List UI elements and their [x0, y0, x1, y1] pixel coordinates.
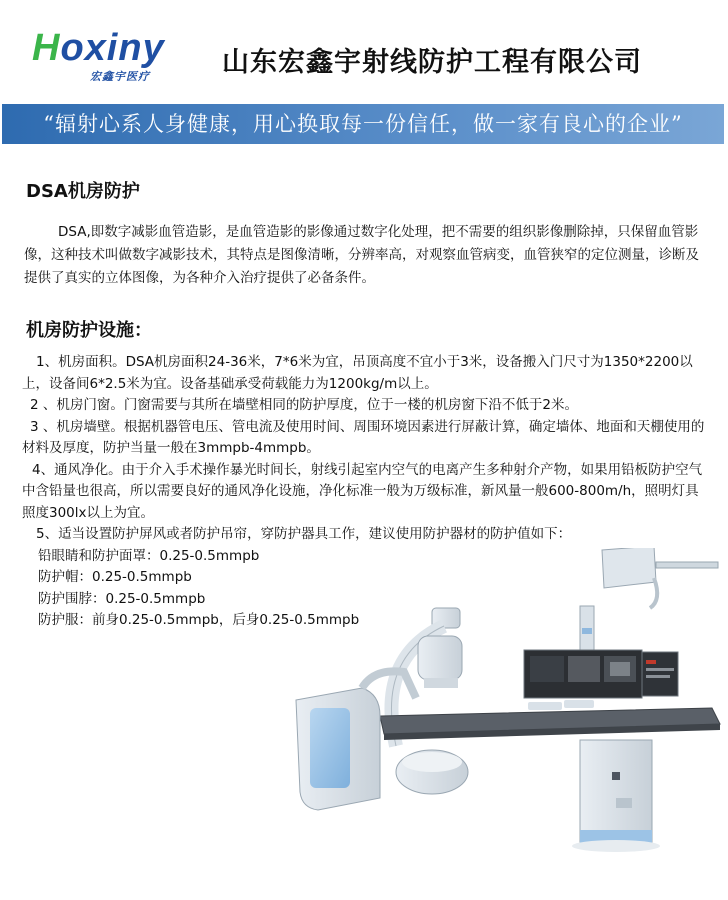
slogan-text: “辐射心系人身健康，用心换取每一份信任，做一家有良心的企业”	[43, 112, 683, 136]
list-item: 防护帽：0.25-0.5mmpb	[38, 569, 192, 585]
list-item: 3 、机房墙壁。根据机器管电压、管电流及使用时间、周围环境因素进行屏蔽计算，确定墙体、地面和天棚使用的材料及厚度，防护当量一般在3mmpb-4mmpb。	[22, 418, 705, 456]
company-name: 山东宏鑫宇射线防护工程有限公司	[222, 47, 642, 78]
header	[0, 0, 728, 100]
section-title-dsa: DSA机房防护	[26, 181, 140, 202]
intro-paragraph	[24, 221, 708, 290]
list-item: 2 、机房门窗。门窗需要与其所在墙壁相同的防护厚度，位于一楼的机房窗下沿不低于2米。	[30, 397, 578, 413]
intro-text: DSA,即数字减影血管造影，是血管造影的影像通过数字化处理，把不需要的组织影像删除掉，只保留血管影像，这种技术叫做数字减影技术，其特点是图像清晰，分辨率高，对观察血管病变，血管狭窄的定位测量，诊断及提供了真实的立体图像，为各种介入治疗提供了必备条件。	[24, 224, 699, 286]
list-item: 5、适当设置防护屏风或者防护吊帘，穿防护器具工作，建议使用防护器材的防护值如下：	[36, 526, 572, 542]
hoxiny-logo	[32, 28, 192, 84]
dsa-machine-illustration	[284, 548, 724, 900]
slogan-banner	[2, 104, 724, 144]
list-item: 防护服：前身0.25-0.5mmpb，后身0.25-0.5mmpb	[38, 612, 360, 628]
logo-subtitle: 宏鑫宇医疗	[90, 70, 150, 83]
list-item: 防护围脖：0.25-0.5mmpb	[38, 590, 206, 607]
list-item: 4、通风净化。由于介入手术操作暴光时间长，射线引起室内空气的电离产生多种射介产物，如果用铅板防护空气中含铅量也很高，所以需要良好的通风净化设施，净化标准一般为万级标准，新风量一般600-800m/h，照明灯具照度300lx以上为宜。	[22, 461, 703, 521]
list-item: 1、机房面积。DSA机房面积24-36米，7*6米为宜，吊顶高度不宜小于3米，设备搬入门尺寸为1350*2200以上，设备间6*2.5米为宜。设备基础承受荷载能力为1200kg/m以上。	[22, 354, 693, 392]
list-item: 铅眼睛和防护面罩：0.25-0.5mmpb	[38, 547, 260, 564]
section-title-facilities: 机房防护设施：	[26, 320, 152, 341]
logo-wordmark: Hoxiny	[32, 27, 165, 69]
